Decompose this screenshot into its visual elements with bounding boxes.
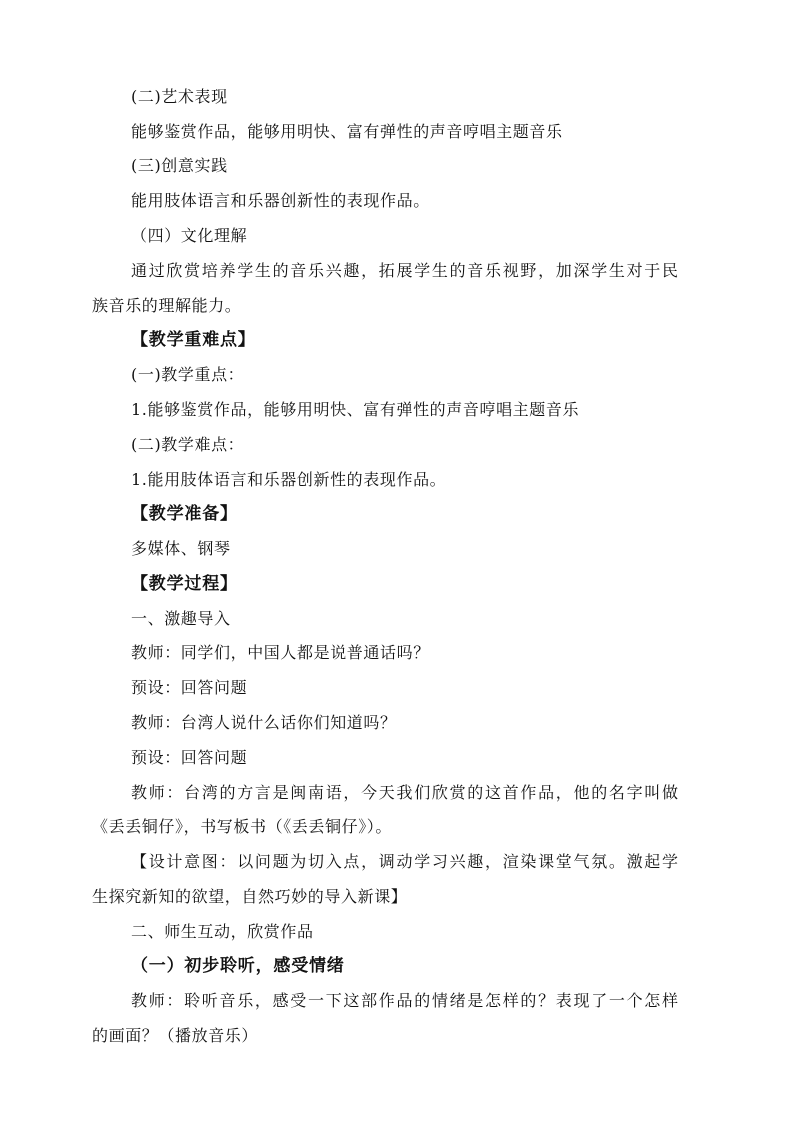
subheading-key-points: (一)教学重点：	[131, 365, 245, 384]
subheading-interaction: 二、师生互动，欣赏作品	[131, 922, 314, 941]
dialogue-line: 教师：台湾的方言是闽南语，今天我们欣赏的这首作品，他的名字叫做	[131, 783, 680, 802]
design-intent-note: 【设计意图：以问题为切入点，调动学习兴趣，渲染课堂气氛。激起学	[131, 852, 680, 871]
section-heading-art-expression: (二)艺术表现	[131, 87, 228, 106]
dialogue-line: 教师：同学们，中国人都是说普通话吗？	[131, 643, 430, 662]
list-item: 1.能够鉴赏作品，能够用明快、富有弹性的声音哼唱主题音乐	[131, 400, 580, 419]
section-heading-cultural-understanding: （四）文化理解	[131, 226, 248, 245]
section-heading-creative-practice: (三)创意实践	[131, 156, 228, 175]
heading-teaching-process: 【教学过程】	[131, 574, 238, 594]
heading-teaching-preparation: 【教学准备】	[131, 504, 238, 524]
subheading-first-listening: （一）初步聆听，感受情绪	[131, 956, 345, 976]
list-item: 1.能用肢体语言和乐器创新性的表现作品。	[131, 470, 447, 489]
dialogue-line: 预设：回答问题	[131, 678, 248, 697]
dialogue-line: 预设：回答问题	[131, 748, 248, 767]
dialogue-line: 教师：聆听音乐，感受一下这部作品的情绪是怎样的？表现了一个怎样	[131, 991, 680, 1010]
paragraph-line: 族音乐的理解能力。	[92, 296, 242, 315]
paragraph-line: 通过欣赏培养学生的音乐兴趣，拓展学生的音乐视野，加深学生对于民	[131, 261, 680, 280]
heading-teaching-key-points: 【教学重难点】	[131, 330, 256, 350]
subheading-difficult-points: (二)教学难点：	[131, 435, 245, 454]
dialogue-line: 的画面？（播放音乐）	[92, 1026, 259, 1045]
design-intent-note: 生探究新知的欲望，自然巧妙的导入新课】	[92, 887, 408, 906]
paragraph-line: 能用肢体语言和乐器创新性的表现作品。	[131, 191, 430, 210]
dialogue-line: 教师：台湾人说什么话你们知道吗？	[131, 713, 397, 732]
paragraph-line: 多媒体、钢琴	[131, 539, 231, 558]
dialogue-line: 《丢丢铜仔》，书写板书（《丢丢铜仔》）。	[92, 817, 393, 836]
paragraph-line: 能够鉴赏作品，能够用明快、富有弹性的声音哼唱主题音乐	[131, 122, 563, 141]
subheading-introduction: 一、激趣导入	[131, 609, 231, 628]
